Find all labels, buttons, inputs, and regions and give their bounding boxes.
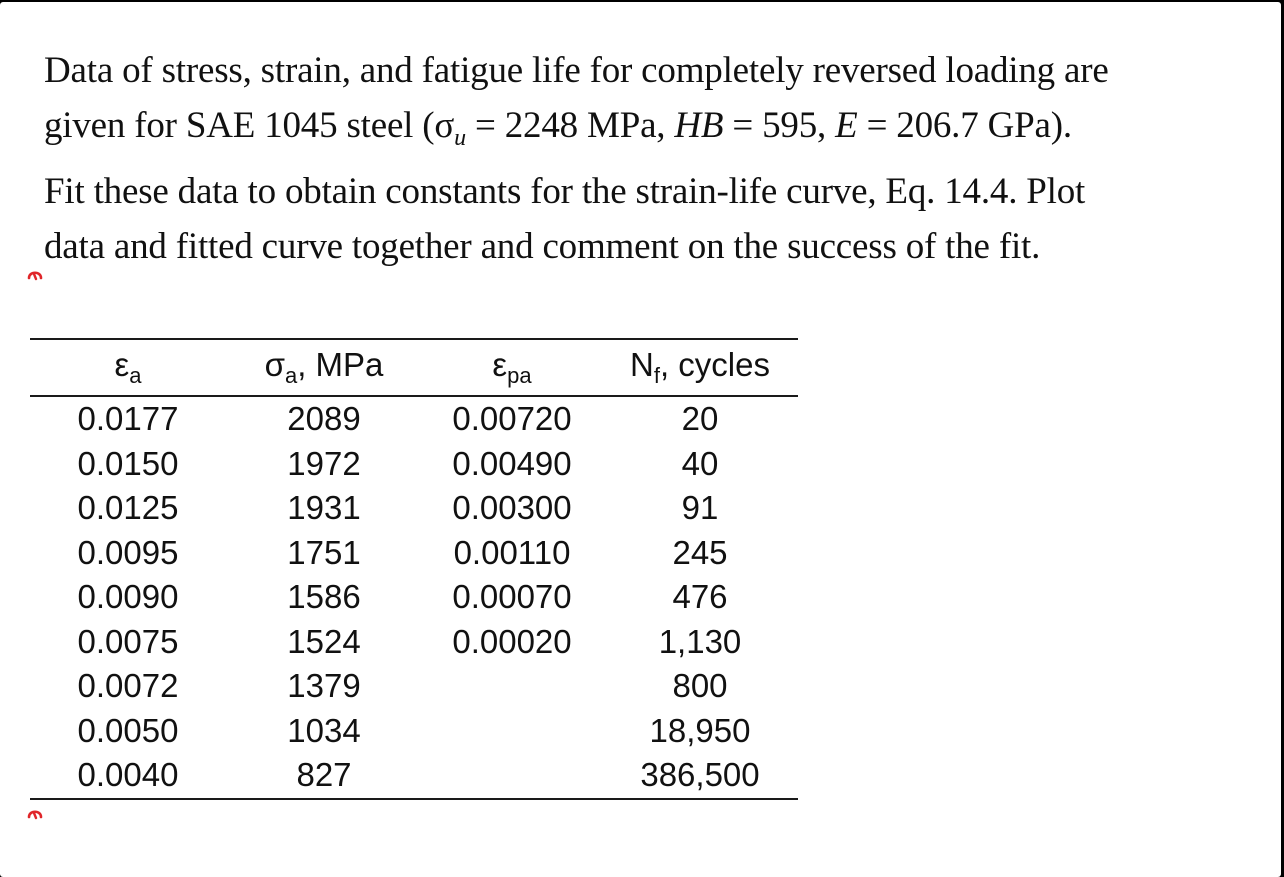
data-table — [30, 340, 798, 395]
header-strain-amplitude: $\varepsilon_a$ — [114, 346, 142, 388]
problem-line-2-start: given for SAE 1045 steel ( — [44, 104, 435, 146]
cell-plastic-strain: 0.00110 — [453, 533, 571, 571]
table-row — [30, 753, 798, 798]
data-table-body — [30, 397, 798, 798]
cell-cycles: 20 — [681, 400, 719, 437]
hb-symbol: HB — [674, 104, 724, 146]
cell-plastic-strain — [422, 753, 602, 798]
header-plastic-strain: $\varepsilon_{pa}$ — [492, 346, 532, 388]
annotation-mark-icon — [27, 806, 43, 820]
cell-stress-amplitude: 1524 — [287, 622, 361, 660]
cell-strain-amplitude: 0.0177 — [77, 400, 179, 437]
cell-stress-amplitude: 827 — [296, 756, 352, 793]
cell-plastic-strain: 0.00070 — [452, 578, 572, 615]
cell-strain-amplitude: 0.0125 — [77, 489, 179, 526]
table-row — [30, 709, 798, 754]
cell-strain-amplitude: 0.0072 — [77, 667, 179, 704]
cell-plastic-strain: 0.00300 — [452, 489, 572, 526]
table-row — [30, 575, 798, 620]
cell-plastic-strain: 0.00720 — [452, 400, 572, 437]
table-row — [30, 620, 798, 665]
cell-plastic-strain: 0.00490 — [452, 444, 572, 482]
cell-cycles: 245 — [672, 533, 728, 571]
header-cycles: $N_f$, cycles — [630, 346, 770, 388]
cell-strain-amplitude: 0.0090 — [77, 578, 179, 615]
table-row — [30, 486, 798, 531]
cell-plastic-strain — [422, 709, 602, 754]
cell-stress-amplitude: 1751 — [287, 533, 361, 571]
cell-cycles: 386,500 — [640, 756, 760, 793]
table-row — [30, 397, 798, 442]
annotation-mark-icon — [27, 267, 43, 281]
problem-line-4: data and fitted curve together and comment on the success of the fit. — [44, 225, 1041, 267]
problem-line-2 — [44, 99, 1269, 166]
cell-plastic-strain — [422, 664, 602, 709]
cell-stress-amplitude: 2089 — [287, 400, 361, 437]
cell-stress-amplitude: 1586 — [287, 578, 361, 615]
hardness-value: = 595, — [723, 104, 836, 146]
cell-stress-amplitude: 1034 — [287, 711, 361, 749]
ultimate-strength-value: = 2248 MPa, — [465, 104, 675, 146]
cell-cycles: 40 — [681, 444, 719, 482]
problem-line-1: Data of stress, strain, and fatigue life for completely reversed loading are — [44, 50, 1109, 91]
document-page — [0, 2, 1281, 877]
cell-stress-amplitude: 1931 — [287, 489, 361, 526]
cell-strain-amplitude: 0.0040 — [77, 756, 179, 793]
problem-line-3: Fit these data to obtain constants for the strain-life curve, Eq. 14.4. Plot — [44, 171, 1086, 212]
table-row — [30, 531, 798, 576]
modulus-value: = 206.7 GPa). — [857, 104, 1072, 146]
cell-strain-amplitude: 0.0050 — [77, 711, 179, 749]
cell-stress-amplitude: 1972 — [287, 444, 361, 482]
cell-stress-amplitude: 1379 — [287, 667, 361, 704]
e-symbol: E — [835, 104, 858, 146]
cell-cycles: 91 — [681, 489, 719, 526]
table-row — [30, 664, 798, 709]
sigma-symbol: σ — [434, 104, 455, 146]
sigma-subscript: u — [454, 124, 466, 151]
data-table-container — [30, 338, 798, 800]
cell-strain-amplitude: 0.0095 — [77, 533, 179, 571]
cell-strain-amplitude: 0.0150 — [77, 444, 179, 482]
problem-statement — [44, 44, 1269, 274]
cell-cycles: 18,950 — [649, 711, 751, 749]
cell-plastic-strain: 0.00020 — [452, 622, 572, 660]
cell-strain-amplitude: 0.0075 — [77, 622, 179, 660]
cell-cycles: 476 — [672, 578, 728, 615]
table-bottom-rule — [30, 798, 798, 800]
table-header-row — [30, 340, 798, 395]
cell-cycles: 800 — [672, 667, 728, 704]
cell-cycles: 1,130 — [658, 622, 742, 660]
header-stress-amplitude: $\sigma_a$, MPa — [264, 346, 384, 388]
table-row — [30, 442, 798, 487]
